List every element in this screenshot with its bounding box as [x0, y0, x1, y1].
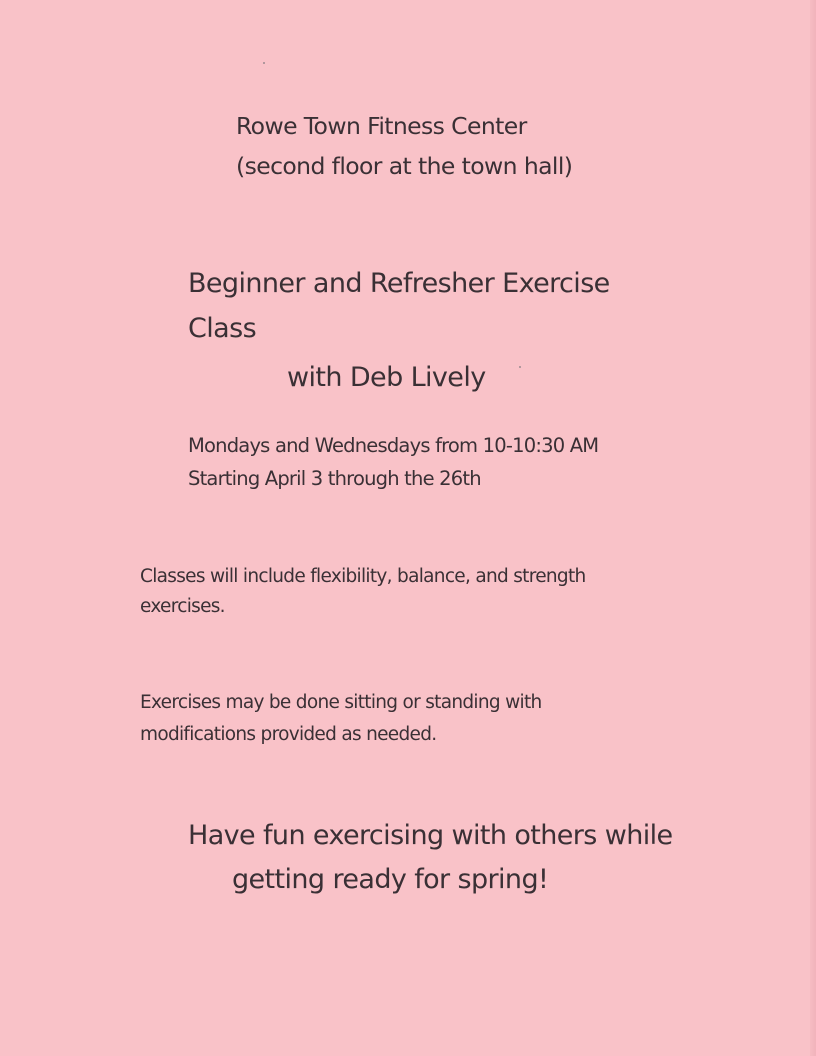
schedule-days: Mondays and Wednesdays from 10-10:30 AM [188, 434, 599, 457]
scan-speck [263, 62, 265, 64]
note-line1: Exercises may be done sitting or standing with [140, 692, 542, 713]
header-location: (second floor at the town hall) [236, 152, 573, 180]
note-line2: modifications provided as needed. [140, 724, 437, 745]
instructor-name: with Deb Lively [287, 362, 486, 393]
closing-line1: Have fun exercising with others while [188, 820, 673, 851]
schedule-dates: Starting April 3 through the 26th [188, 467, 481, 490]
header-title: Rowe Town Fitness Center [236, 112, 527, 140]
scan-speck [519, 366, 521, 368]
closing-line2: getting ready for spring! [232, 864, 549, 895]
paper-edge [810, 0, 816, 1056]
class-title-line2: Class [188, 313, 257, 344]
class-title-line1: Beginner and Refresher Exercise [188, 268, 610, 299]
description-line2: exercises. [140, 596, 225, 617]
description-line1: Classes will include flexibility, balance, and strength [140, 566, 586, 587]
